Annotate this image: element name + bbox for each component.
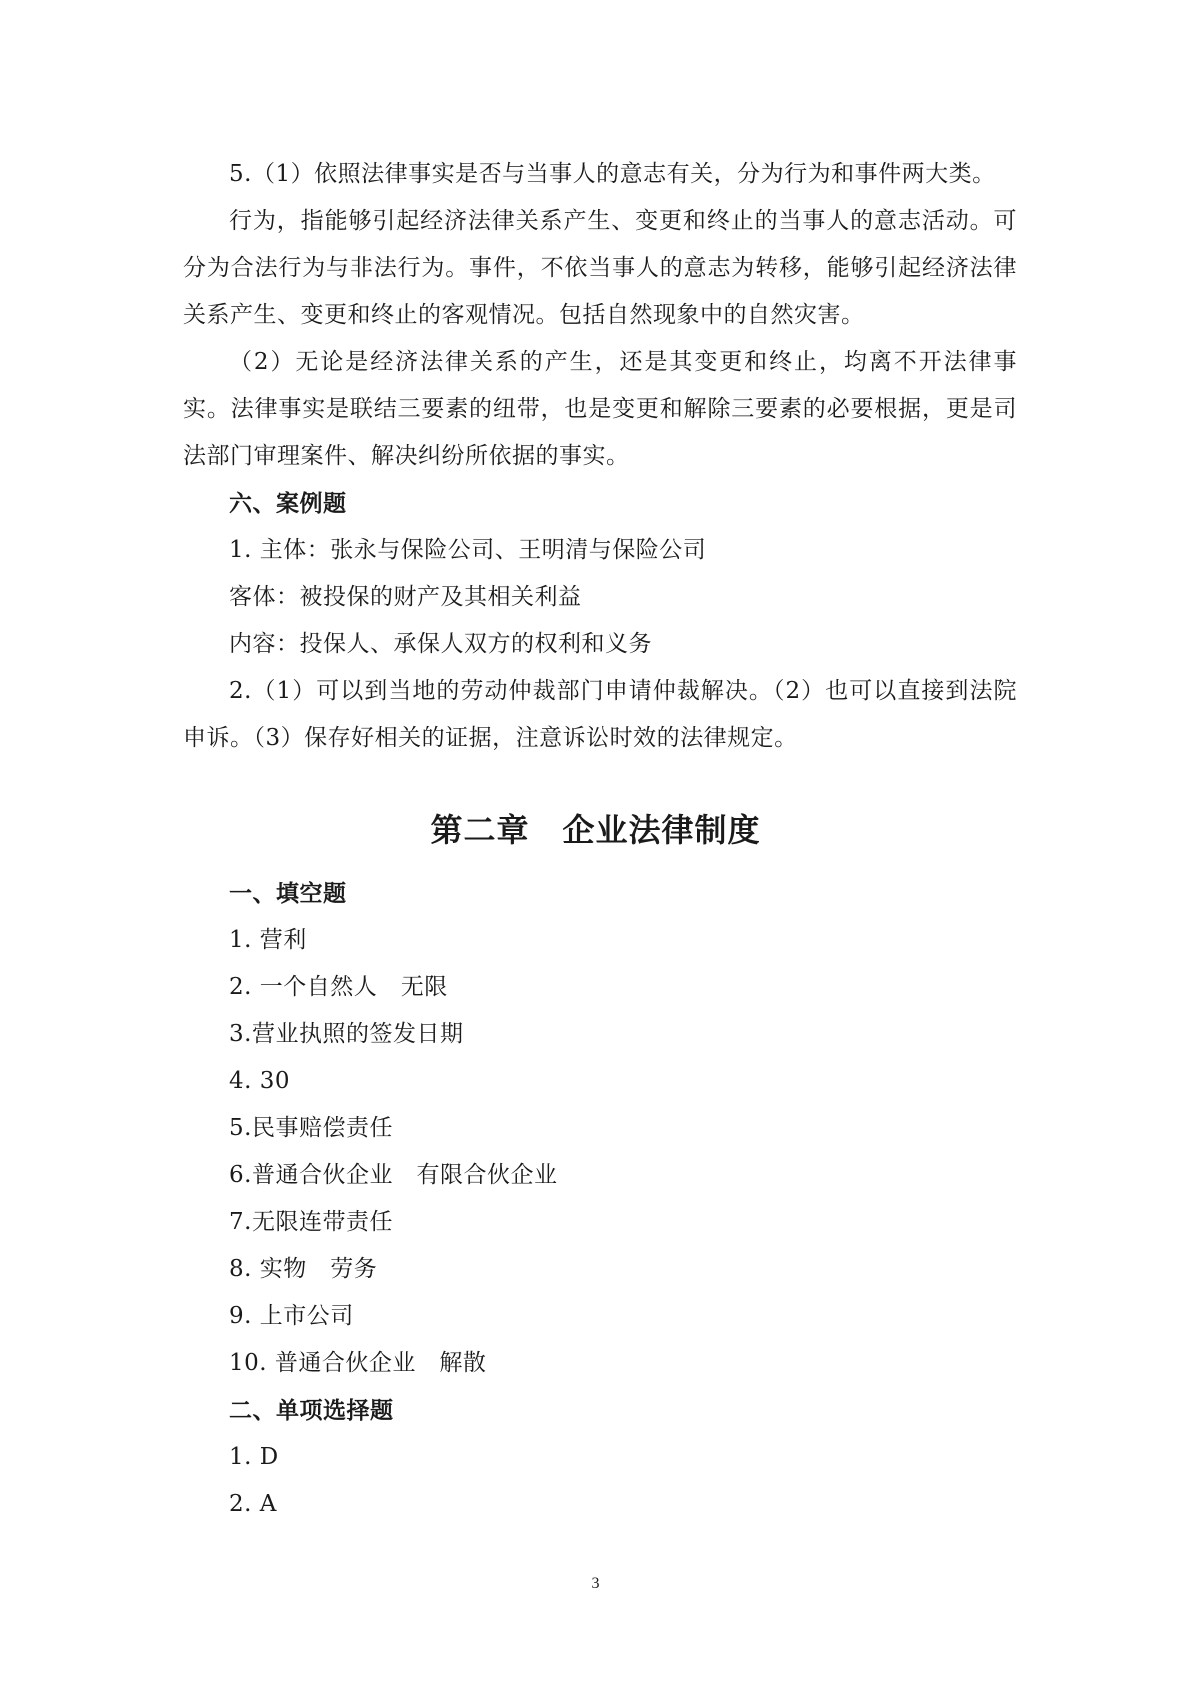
fill-item-9: 9. 上市公司 (229, 1303, 354, 1329)
fill-item-5: 5.民事赔偿责任 (229, 1115, 393, 1141)
case-paragraph-2: 2.（1）可以到当地的劳动仲裁部门申请仲裁解决。（2）也可以直接到法院申诉。（3）保存好相关的证据，注意诉讼时效的法律规定。 (183, 678, 1017, 751)
choice-item-1: 1. D (229, 1444, 279, 1470)
fill-item-10: 10. 普通合伙企业 解散 (229, 1350, 487, 1376)
paragraph-behavior: 行为，指能够引起经济法律关系产生、变更和终止的当事人的意志活动。可分为合法行为与非法行为。事件，不依当事人的意志为转移，能够引起经济法律关系产生、变更和终止的客观情况。包括自然现象中的自然灾害。 (183, 208, 1017, 328)
paragraph-5-1: 5.（1）依照法律事实是否与当事人的意志有关，分为行为和事件两大类。 (229, 161, 996, 187)
paragraph-5-2: （2）无论是经济法律关系的产生，还是其变更和终止，均离不开法律事实。法律事实是联结三要素的纽带，也是变更和解除三要素的必要根据，更是司法部门审理案件、解决纠纷所依据的事实。 (183, 349, 1017, 469)
case-item-subject: 1. 主体：张永与保险公司、王明清与保险公司 (229, 537, 707, 563)
fill-item-8: 8. 实物 劳务 (229, 1256, 378, 1282)
single-choice-heading: 二、单项选择题 (229, 1397, 394, 1424)
chapter-title: 第二章 企业法律制度 (430, 811, 761, 849)
page-number: 3 (591, 1575, 600, 1592)
fill-item-7: 7.无限连带责任 (229, 1209, 393, 1235)
fill-item-6: 6.普通合伙企业 有限合伙企业 (229, 1162, 558, 1188)
upper-section (183, 151, 1017, 762)
fill-blank-heading: 一、填空题 (229, 880, 347, 907)
choice-item-2: 2. A (229, 1491, 277, 1517)
case-item-content: 内容：投保人、承保人双方的权利和义务 (229, 631, 652, 657)
chapter-section (183, 870, 1017, 1528)
case-section-heading: 六、案例题 (229, 490, 347, 517)
fill-item-4: 4. 30 (229, 1068, 291, 1094)
case-item-object: 客体：被投保的财产及其相关利益 (229, 584, 582, 610)
fill-item-1: 1. 营利 (229, 927, 307, 953)
fill-item-2: 2. 一个自然人 无限 (229, 974, 448, 1000)
fill-item-3: 3.营业执照的签发日期 (229, 1021, 464, 1047)
